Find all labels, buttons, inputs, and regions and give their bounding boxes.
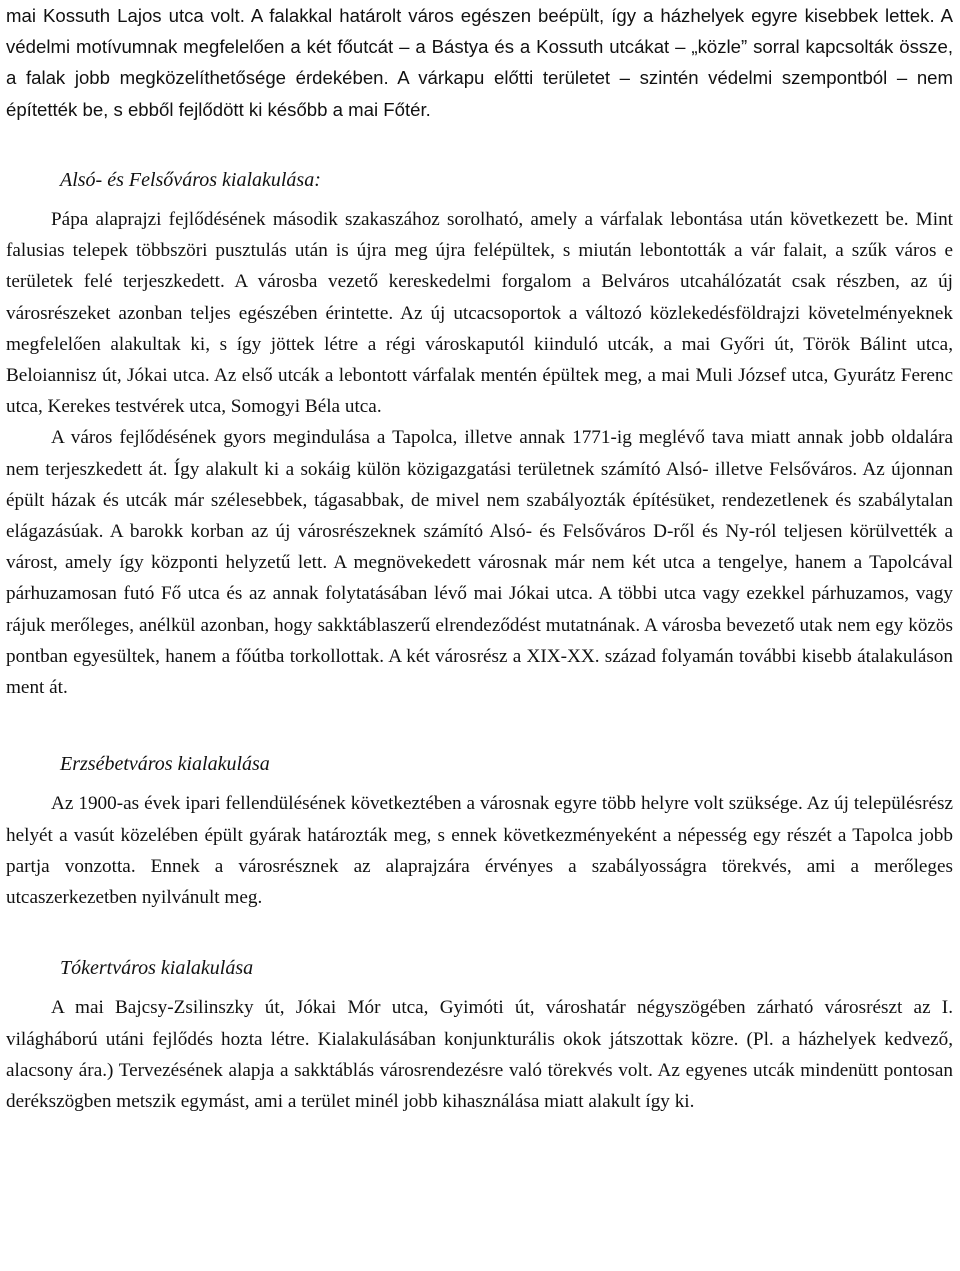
- document-page: [6, 0, 953, 1117]
- intro-paragraph: mai Kossuth Lajos utca volt. A falakkal határolt város egészen beépült, így a házhelyek egyre kisebbek lettek. A védelmi motívumnak megfelelően a két főutcát – a Bástya és a Kossuth utcákat – „közle” sorral kapcsolták össze, a falak jobb megközelíthetősége érdekében. A várkapu előtti területet – szintén védelmi szempontból – nem építették be, s ebből fejlődött ki később a mai Főtér.: [6, 5, 953, 120]
- heading-also-felsovaros: Alsó- és Felsőváros kialakulása:: [60, 168, 321, 191]
- paragraph-tokertvaros: A mai Bajcsy-Zsilinszky út, Jókai Mór utca, Gyimóti út, városhatár négyszögében zárható városrészt az I. világháború utáni fejlődés hozta létre. Kialakulásában konjunkturális okok játszottak közre. (Pl. a házhelyek kedvező, alacsony ára.) Tervezésének alapja a sakktáblás városrendezésre való törekvés volt. Az egyenes utcák mindenütt pontosan derékszögben metszik egymást, ami a terület minél jobb kihasználása miatt alakult így ki.: [6, 997, 953, 1113]
- paragraph-also-felsovaros-1: Pápa alaprajzi fejlődésének második szakaszához sorolható, amely a várfalak lebontása után következett be. Mint falusias telepek többszöri pusztulás után is újra meg újra felépültek, s miután lebontották a vár falait, a szűk város e területek felé terjeszkedett. A városba vezető kereskedelmi forgalom a Belváros utcahálózatát csak részben, az új városrészeket azonban teljes egészében érintette. Az új utcacsoportok a változó közlekedésföldrajzi követelményeknek megfelelően alakultak ki, s így jöttek létre a régi városkaputól kiinduló utcák, a mai Győri út, Török Bálint utca, Beloiannisz út, Jókai utca. Az első utcák a lebontott várfalak mentén épültek meg, a mai Muli József utca, Gyurátz Ferenc utca, Kerekes testvérek utca, Somogyi Béla utca.: [6, 209, 953, 418]
- heading-tokertvaros: Tókertváros kialakulása: [60, 957, 254, 980]
- heading-erzsebetvaros: Erzsébetváros kialakulása: [60, 753, 270, 776]
- paragraph-also-felsovaros-2: A város fejlődésének gyors megindulása a Tapolca, illetve annak 1771-ig meglévő tava miatt annak jobb oldalára nem terjeszkedett át. Így alakult ki a sokáig külön közigazgatási területnek számító Alsó- illetve Felsőváros. Az újonnan épült házak és utcák már szélesebbek, tágasabbak, de mivel nem szabályozták építésüket, rendezetlenek és szabálytalan elágazásúak. A barokk korban az új városrészeknek számító Alsó- és Felsőváros D-ről és Ny-ról teljesen körülvették a várost, amely így központi helyzetű lett. A megnövekedett városnak már nem két utca a tengelye, hanem a Tapolcával párhuzamosan futó Fő utca és az annak folytatásában lévő mai Jókai utca. A többi utca vagy ezekkel párhuzamos, vagy rájuk merőleges, anélkül azonban, hogy sakktáblaszerű elrendeződést mutatnának. A városba bevezető utak nem egy közös pontban egyesültek, hanem a főútba torkollottak. A két városrész a XIX-XX. század folyamán további kisebb átalakuláson ment át.: [6, 427, 953, 699]
- paragraph-erzsebetvaros: Az 1900-as évek ipari fellendülésének következtében a városnak egyre több helyre volt szüksége. Az új településrész helyét a vasút közelében épült gyárak határozták meg, s ennek következményeként a népesség egy részét a Tapolca jobb partja vonzotta. Ennek a városrésznek az alaprajzára érvényes a szabályosságra törekvés, ami a merőleges utcaszerkezetben nyilvánult meg.: [6, 793, 953, 909]
